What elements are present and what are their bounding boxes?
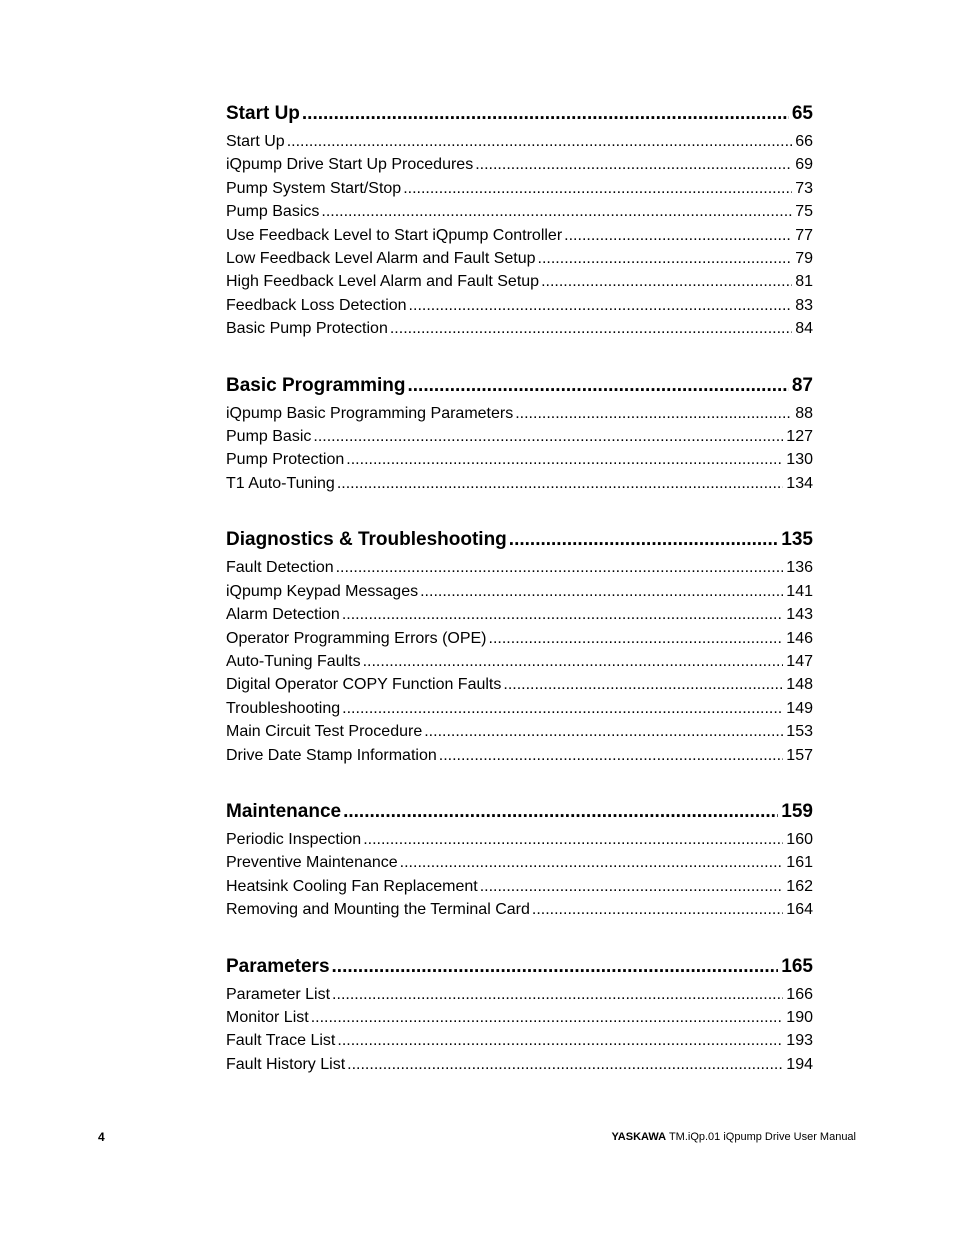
entry-page-number: 148 [786,676,813,694]
entry-page-number: 79 [795,250,813,268]
entry-title: Basic Pump Protection [226,320,388,338]
entry-title: Feedback Loss Detection [226,296,407,314]
dot-leader [564,224,792,247]
toc-entry[interactable] [226,317,813,340]
entry-title: Parameter List [226,985,331,1003]
entry-page-number: 166 [786,985,813,1003]
toc-entry[interactable] [226,153,813,176]
dot-leader [475,153,792,176]
entry-title: Drive Date Stamp Information [226,746,437,764]
dot-leader [342,697,783,720]
toc-chapter-heading[interactable] [226,953,813,981]
dot-leader [332,983,783,1006]
toc-entry[interactable] [226,627,813,650]
dot-leader [337,1029,783,1052]
toc-entry[interactable] [226,744,813,767]
toc-entry[interactable] [226,294,813,317]
entry-page-number: 73 [795,179,813,197]
dot-leader [439,744,784,767]
toc-chapter-heading[interactable] [226,372,813,400]
entry-page-number: 69 [795,156,813,174]
entry-title: Fault Detection [226,559,334,577]
dot-leader [346,448,783,471]
dot-leader [424,720,783,743]
entry-title: Heatsink Cooling Fan Replacement [226,877,478,895]
entry-title: Pump Basics [226,203,320,221]
entry-title: Fault Trace List [226,1032,336,1050]
entry-page-number: 162 [786,877,813,895]
toc-chapter-heading[interactable] [226,526,813,554]
entry-title: Use Feedback Level to Start iQpump Controller [226,226,563,244]
entry-page-number: 160 [786,830,813,848]
entry-title: Digital Operator COPY Function Faults [226,676,502,694]
entry-page-number: 83 [795,296,813,314]
toc-entry[interactable] [226,580,813,603]
dot-leader [343,798,778,826]
dot-leader [509,526,779,554]
entry-title: Removing and Mounting the Terminal Card [226,901,530,919]
toc-entry[interactable] [226,270,813,293]
chapter-page-number: 165 [781,955,813,977]
chapter-title: Start Up [226,103,300,124]
toc-entry[interactable] [226,673,813,696]
entry-title: Fault History List [226,1055,346,1073]
entry-title: Pump Basic [226,428,312,446]
chapter-page-number: 159 [781,800,813,822]
entry-page-number: 146 [786,629,813,647]
toc-entry[interactable] [226,851,813,874]
toc-section [226,100,813,341]
dot-leader [390,317,792,340]
dot-leader [302,100,789,128]
dot-leader [409,294,793,317]
toc-entry[interactable] [226,177,813,200]
dot-leader [538,247,793,270]
entry-title: Preventive Maintenance [226,854,398,872]
entry-title: iQpump Basic Programming Parameters [226,404,514,422]
toc-entry[interactable] [226,130,813,153]
toc-chapter-heading[interactable] [226,798,813,826]
entry-title: Low Feedback Level Alarm and Fault Setup [226,250,536,268]
dot-leader [321,200,792,223]
entry-title: Auto-Tuning Faults [226,652,361,670]
entry-page-number: 190 [786,1008,813,1026]
entry-title: Pump System Start/Stop [226,179,402,197]
entry-page-number: 149 [786,699,813,717]
dot-leader [287,130,793,153]
entry-title: Main Circuit Test Procedure [226,723,423,741]
entry-title: Alarm Detection [226,606,340,624]
dot-leader [347,1053,783,1076]
dot-leader [363,650,784,673]
toc-section [226,953,813,1077]
toc-entry[interactable] [226,224,813,247]
toc-entry[interactable] [226,200,813,223]
entry-page-number: 194 [786,1055,813,1073]
toc-entry[interactable] [226,247,813,270]
chapter-page-number: 135 [781,529,813,551]
footer-manual-info [611,1131,856,1143]
toc-chapter-heading[interactable] [226,100,813,128]
dot-leader [541,270,792,293]
entry-page-number: 66 [795,133,813,150]
entry-page-number: 77 [795,226,813,244]
toc-section [226,372,813,496]
entry-page-number: 157 [786,746,813,764]
chapter-page-number: 65 [791,103,813,124]
toc-entry[interactable] [226,650,813,673]
toc-entry[interactable] [226,983,813,1006]
entry-page-number: 134 [786,474,813,492]
toc-entry[interactable] [226,425,813,448]
entry-page-number: 81 [795,273,813,291]
entry-page-number: 130 [786,451,813,469]
dot-leader [313,425,783,448]
dot-leader [503,673,783,696]
entry-page-number: 136 [786,559,813,577]
entry-page-number: 193 [786,1032,813,1050]
toc-entry[interactable] [226,875,813,898]
entry-page-number: 141 [786,582,813,600]
dot-leader [332,953,779,981]
table-of-contents [226,100,813,1107]
entry-page-number: 161 [786,854,813,872]
toc-entry[interactable] [226,720,813,743]
entry-page-number: 84 [795,320,813,338]
toc-entry[interactable] [226,828,813,851]
dot-leader [336,556,784,579]
footer-brand: YASKAWA [611,1131,667,1143]
entry-page-number: 88 [795,404,813,422]
dot-leader [403,177,792,200]
entry-page-number: 143 [786,606,813,624]
toc-section [226,526,813,767]
dot-leader [420,580,783,603]
toc-entry[interactable] [226,1053,813,1076]
footer-page-number: 4 [98,1130,105,1144]
entry-title: iQpump Drive Start Up Procedures [226,156,474,174]
entry-title: Start Up [226,133,285,150]
toc-entry[interactable] [226,472,813,495]
entry-page-number: 147 [786,652,813,670]
entry-title: Operator Programming Errors (OPE) [226,629,487,647]
entry-title: High Feedback Level Alarm and Fault Setup [226,273,540,291]
chapter-title: Diagnostics & Troubleshooting [226,529,507,551]
entry-title: Troubleshooting [226,699,341,717]
toc-entry[interactable] [226,556,813,579]
entry-page-number: 127 [786,428,813,446]
toc-entry[interactable] [226,898,813,921]
entry-page-number: 164 [786,901,813,919]
toc-entry[interactable] [226,603,813,626]
toc-section [226,798,813,922]
entry-page-number: 153 [786,723,813,741]
footer-manual-title: TM.iQp.01 iQpump Drive User Manual [668,1131,856,1143]
dot-leader [400,851,784,874]
entry-title: T1 Auto-Tuning [226,474,335,492]
dot-leader [311,1006,784,1029]
entry-title: Periodic Inspection [226,830,362,848]
dot-leader [408,372,789,400]
entry-page-number: 75 [795,203,813,221]
entry-title: Pump Protection [226,451,345,469]
entry-title: Monitor List [226,1008,309,1026]
toc-entry[interactable] [226,1029,813,1052]
dot-leader [532,898,783,921]
chapter-title: Maintenance [226,800,342,822]
toc-entry[interactable] [226,1006,813,1029]
dot-leader [337,472,783,495]
chapter-title: Parameters [226,955,330,977]
toc-entry[interactable] [226,402,813,425]
toc-entry[interactable] [226,448,813,471]
dot-leader [342,603,783,626]
dot-leader [515,402,792,425]
dot-leader [480,875,784,898]
chapter-page-number: 87 [791,374,813,396]
entry-title: iQpump Keypad Messages [226,582,419,600]
chapter-title: Basic Programming [226,374,406,396]
toc-entry[interactable] [226,697,813,720]
dot-leader [363,828,783,851]
dot-leader [489,627,784,650]
